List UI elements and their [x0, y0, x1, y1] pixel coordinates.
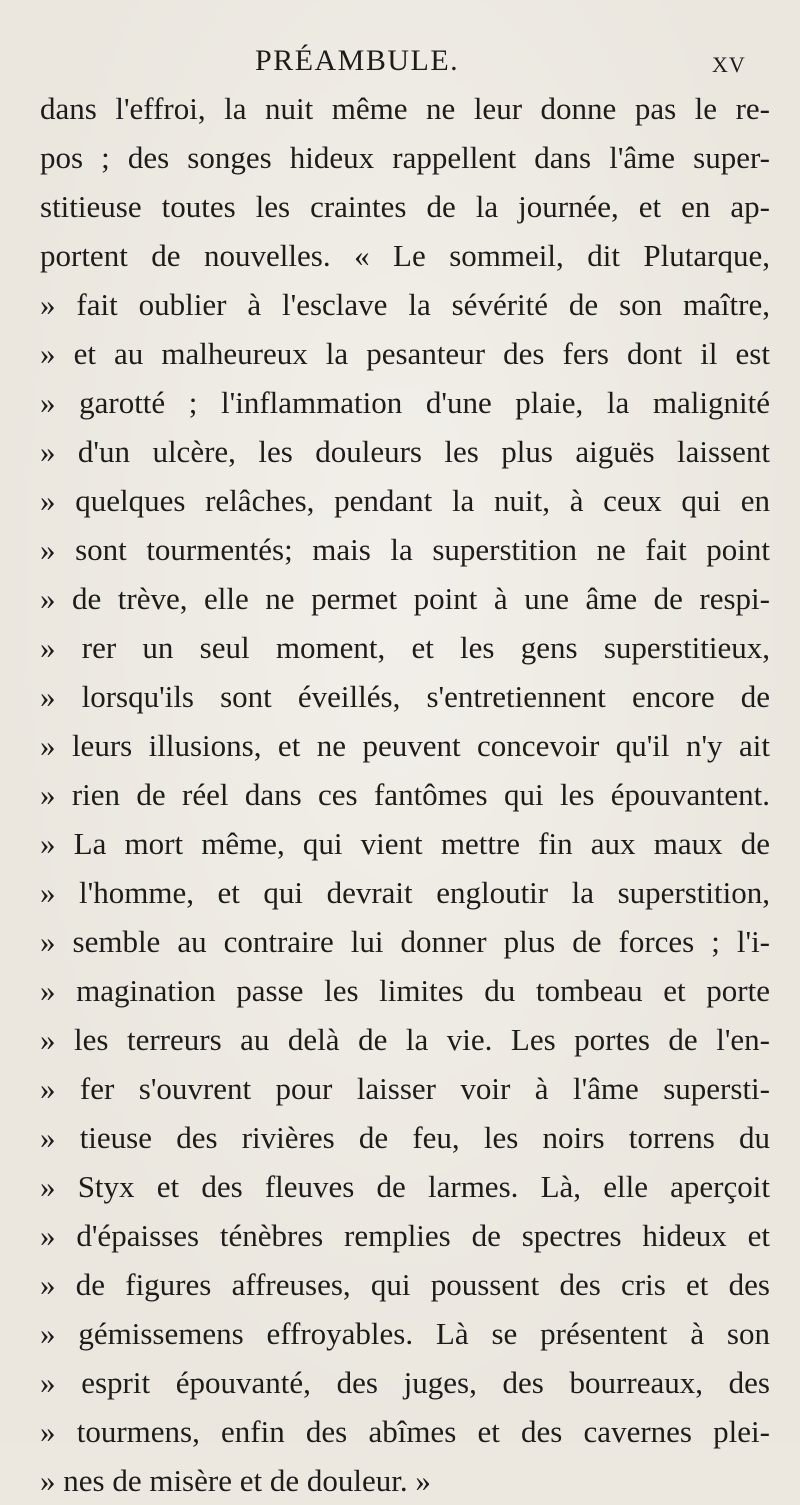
text-line: » rer un seul moment, et les gens superstitieux,: [40, 630, 770, 665]
text-line: » d'un ulcère, les douleurs les plus aiguës laissent: [40, 434, 770, 469]
text-line: » esprit épouvanté, des juges, des bourreaux, des: [40, 1365, 770, 1400]
text-line: » tourmens, enfin des abîmes et des cavernes plei-: [40, 1414, 770, 1449]
text-line: » rien de réel dans ces fantômes qui les épouvantent.: [40, 777, 770, 812]
page-number: XV: [712, 52, 746, 77]
text-line: » lorsqu'ils sont éveillés, s'entretiennent encore de: [40, 679, 770, 714]
text-line: » l'homme, et qui devrait engloutir la superstition,: [40, 875, 770, 910]
text-line: » semble au contraire lui donner plus de forces ; l'i-: [40, 924, 770, 959]
text-line: » Styx et des fleuves de larmes. Là, elle aperçoit: [40, 1169, 770, 1204]
text-line: » garotté ; l'inflammation d'une plaie, la malignité: [40, 385, 770, 420]
text-line: stitieuse toutes les craintes de la journée, et en ap-: [40, 189, 770, 224]
text-line: » leurs illusions, et ne peuvent concevoir qu'il n'y ait: [40, 728, 770, 763]
text-line: » fer s'ouvrent pour laisser voir à l'âme supersti-: [40, 1071, 770, 1106]
text-line: pos ; des songes hideux rappellent dans l'âme super-: [40, 140, 770, 175]
text-line: » nes de misère et de douleur. »: [40, 1463, 431, 1498]
text-line: portent de nouvelles. « Le sommeil, dit Plutarque,: [40, 238, 770, 273]
text-line: » La mort même, qui vient mettre fin aux maux de: [40, 826, 770, 861]
text-line: » quelques relâches, pendant la nuit, à ceux qui en: [40, 483, 770, 518]
running-title: PRÉAMBULE.: [255, 44, 460, 77]
text-line: » tieuse des rivières de feu, les noirs torrens du: [40, 1120, 770, 1155]
text-line: dans l'effroi, la nuit même ne leur donne pas le re-: [40, 91, 770, 126]
text-line: » et au malheureux la pesanteur des fers dont il est: [40, 336, 770, 371]
text-line: » magination passe les limites du tombeau et porte: [40, 973, 770, 1008]
text-line: » fait oublier à l'esclave la sévérité de son maître,: [40, 287, 770, 322]
text-line: » de trève, elle ne permet point à une âme de respi-: [40, 581, 770, 616]
text-line: » gémissemens effroyables. Là se présentent à son: [40, 1316, 770, 1351]
page-header: [0, 44, 800, 84]
text-line: » les terreurs au delà de la vie. Les portes de l'en-: [40, 1022, 770, 1057]
text-line: » d'épaisses ténèbres remplies de spectres hideux et: [40, 1218, 770, 1253]
text-line: » sont tourmentés; mais la superstition ne fait point: [40, 532, 770, 567]
body-text: [40, 84, 770, 1505]
text-line: » de figures affreuses, qui poussent des cris et des: [40, 1267, 770, 1302]
